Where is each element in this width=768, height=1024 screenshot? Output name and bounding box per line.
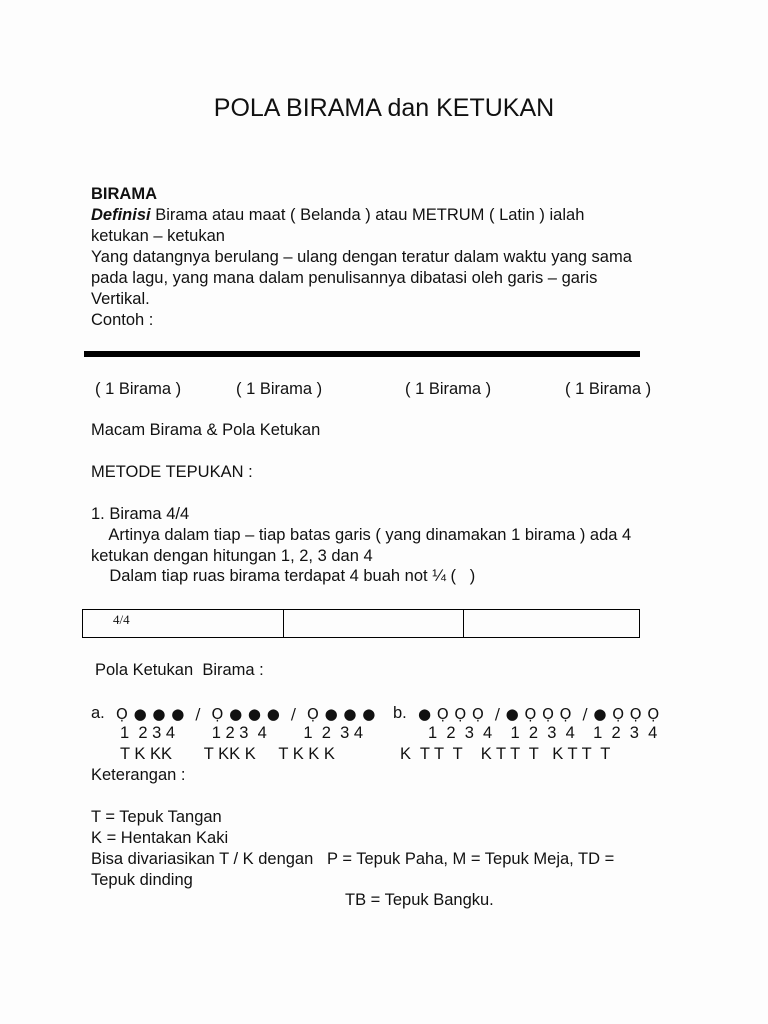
birama44-line-3: Dalam tiap ruas birama terdapat 4 buah not ¼ ( ): [91, 567, 476, 585]
birama-label-3: ( 1 Birama ): [405, 380, 492, 398]
staff-line: [84, 351, 640, 357]
birama44-line-1: Artinya dalam tiap – tiap batas garis ( yang dinamakan 1 birama ) ada 4: [91, 526, 632, 544]
pattern-b-claps: K T T T K T T T K T T T: [400, 745, 611, 763]
definition-line: [91, 206, 584, 225]
definisi-text: Birama atau maat ( Belanda ) atau METRUM ( Latin ) ialah: [150, 206, 585, 224]
legend-line-1: T = Tepuk Tangan: [91, 808, 222, 826]
pattern-a-label: a.: [91, 704, 105, 722]
pattern-b-label: b.: [393, 704, 407, 722]
metode-heading: METODE TEPUKAN :: [91, 463, 253, 481]
macam-heading: Macam Birama & Pola Ketukan: [91, 421, 321, 439]
pattern-a-claps: T K KK T KK K T K K K: [120, 745, 335, 763]
measure-cell-1: [83, 610, 284, 637]
birama-label-2: ( 1 Birama ): [236, 380, 323, 398]
body-line-1: ketukan – ketukan: [91, 227, 225, 245]
measure-cell-2: [283, 610, 464, 637]
legend-line-5: TB = Tepuk Bangku.: [345, 891, 494, 909]
definisi-label: Definisi: [91, 206, 151, 224]
birama-label-4: ( 1 Birama ): [565, 380, 652, 398]
pola-heading: Pola Ketukan Birama :: [95, 661, 264, 679]
section-heading-birama: BIRAMA: [91, 185, 157, 203]
measure-table: [82, 609, 640, 638]
body-line-4: Vertikal.: [91, 290, 150, 308]
keterangan-heading: Keterangan :: [91, 766, 186, 784]
legend-line-4: Tepuk dinding: [91, 871, 193, 889]
body-line-3: pada lagu, yang mana dalam penulisannya dibatasi oleh garis – garis: [91, 269, 598, 287]
page-title: POLA BIRAMA dan KETUKAN: [213, 94, 555, 122]
birama-label-1: ( 1 Birama ): [95, 380, 182, 398]
body-line-5: Contoh :: [91, 311, 154, 329]
legend-line-3: Bisa divariasikan T / K dengan P = Tepuk Paha, M = Tepuk Meja, TD =: [91, 850, 615, 868]
birama44-heading: 1. Birama 4/4: [91, 505, 190, 523]
pattern-b-symbols: ● Ọ Ọ Ọ / ● Ọ Ọ Ọ / ● Ọ Ọ Ọ: [418, 705, 660, 723]
time-signature-label: 4/4: [113, 612, 130, 627]
pattern-b-counts: 1 2 3 4 1 2 3 4 1 2 3 4: [428, 724, 658, 742]
measure-cell-3: [463, 610, 639, 637]
birama44-line-2: ketukan dengan hitungan 1, 2, 3 dan 4: [91, 547, 373, 565]
pattern-a-counts: 1 2 3 4 1 2 3 4 1 2 3 4: [120, 724, 364, 742]
body-line-2: Yang datangnya berulang – ulang dengan teratur dalam waktu yang sama: [91, 248, 632, 266]
legend-line-2: K = Hentakan Kaki: [91, 829, 229, 847]
pattern-a-symbols: Ọ ● ● ● / Ọ ● ● ● / Ọ ● ● ●: [116, 705, 376, 723]
